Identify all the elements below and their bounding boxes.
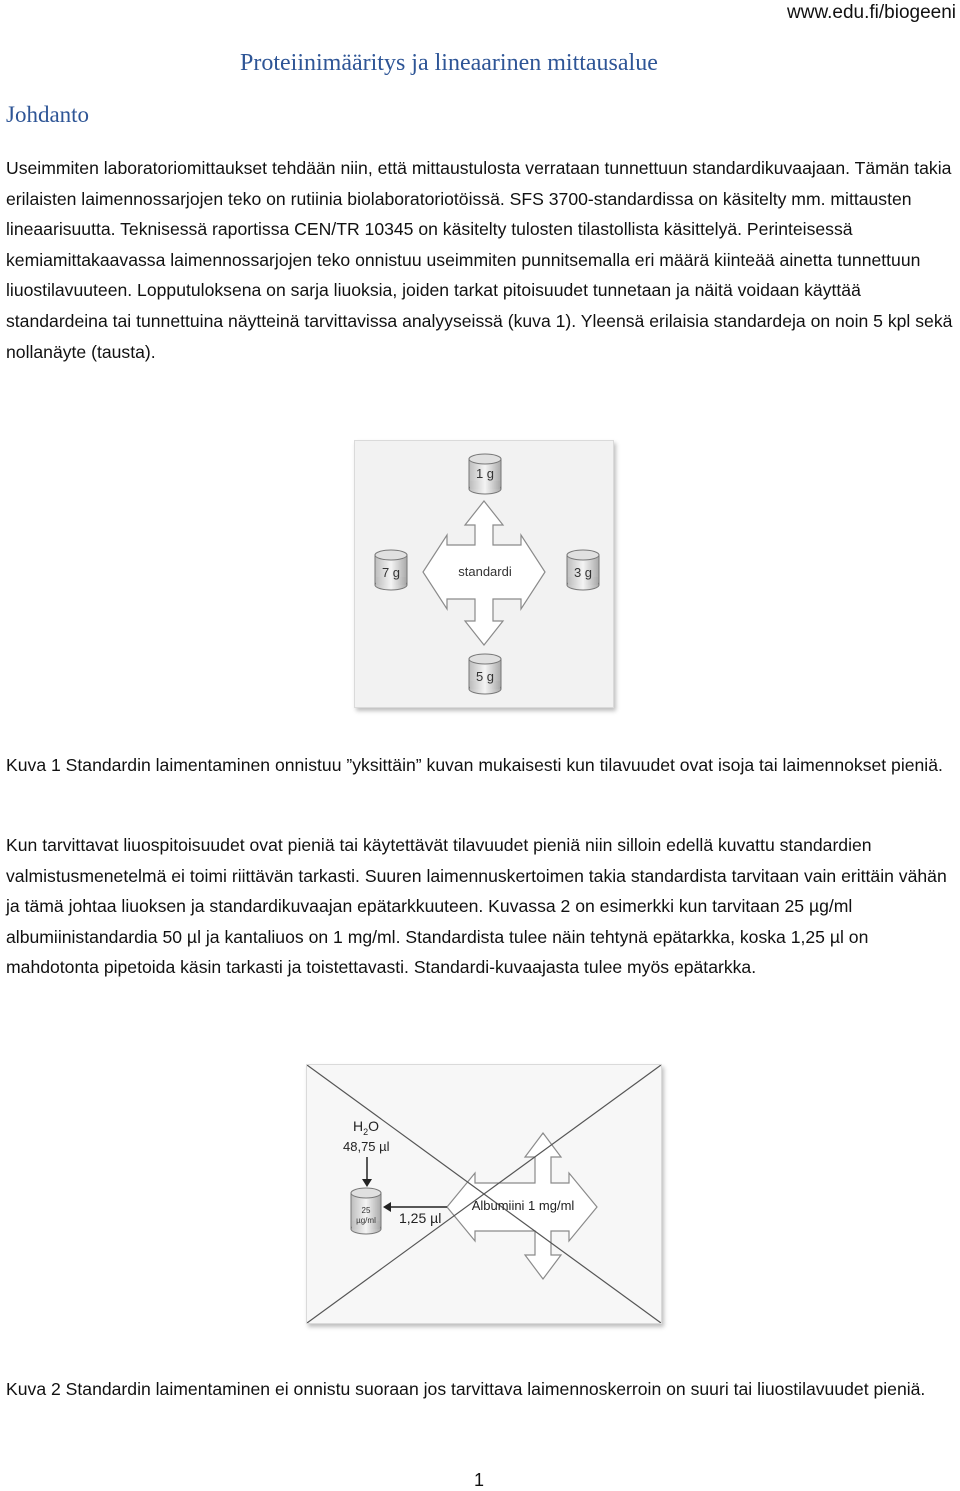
figure-2-diagram	[307, 1065, 661, 1323]
standard-center-label: standardi	[458, 564, 512, 579]
figure-2-dilution-failure	[306, 1064, 662, 1324]
figure-1-standard-dilution	[354, 440, 614, 708]
water-label: $H_2O$	[353, 1118, 380, 1137]
site-url[interactable]: www.edu.fi/biogeeni	[787, 2, 956, 23]
stock-volume-label: 1,25 µl	[399, 1210, 442, 1226]
left-amount-label: 7 g	[381, 565, 401, 580]
tube-value-label: 25	[361, 1206, 371, 1215]
page-number: 1	[474, 1470, 485, 1490]
figure-2-caption: Kuva 2 Standardin laimentaminen ei onnistu suoraan jos tarvittava laimennoskerroin on suuri tai liuostilavuudet pieniä.	[6, 1379, 926, 1399]
bottom-amount-label: 5 g	[475, 669, 495, 684]
section-heading: Johdanto	[6, 102, 90, 127]
water-volume-label: 48,75 µl	[343, 1139, 390, 1154]
right-amount-label: 3 g	[573, 565, 593, 580]
intro-paragraph: Useimmiten laboratoriomittaukset tehdään niin, että mittaustulosta verrataan tunnettuun standardikuvaajaan. Tämän takia erilaisten laimennossarjojen teko on rutiinia biolaboratoriotöissä. SFS 3700-standardissa on käsitelty mm. mittausten lineaarisuutta. Teknisessä raportissa CEN/TR 10345 on käsitelty tulosten tilastollista käsittelyä. Perinteisessä kemiamittakaavassa laimennossarjojen teko onnistuu useimmiten punnitsemalla eri määrä kiinteää ainetta tunnettuun liuostilavuuteen. Lopputuloksena on sarja liuoksia, joiden tarkat pitoisuudet tunnetaan ja näitä voidaan käyttää standardeina tai tunnettuina näytteinä tarvittavissa analyyseissä (kuva 1). Yleensä erilaisia standardeja on noin 5 kpl sekä nollanäyte (tausta).	[6, 158, 953, 362]
figure-1-caption: Kuva 1 Standardin laimentaminen onnistuu ”yksittäin” kuvan mukaisesti kun tilavuudet ovat isoja tai laimennokset pieniä.	[6, 755, 943, 775]
top-amount-label: 1 g	[475, 466, 495, 481]
stock-solution-label: Albumiini 1 mg/ml	[471, 1198, 575, 1213]
tube-unit-label: µg/ml	[356, 1216, 376, 1225]
second-paragraph: Kun tarvittavat liuospitoisuudet ovat pieniä tai käytettävät tilavuudet pieniä niin silloin edellä kuvattu standardien valmistusmenetelmä ei toimi riittävän tarkasti. Suuren laimennuskertoimen takia standardista tarvitaan vain erittäin vähän ja tämä johtaa liuoksen ja standardikuvaajan epätarkkuuteen. Kuvassa 2 on esimerkki kun tarvitaan 25 µg/ml albumiinistandardia 50 µl ja kantaliuos on 1 mg/ml. Standardista tulee näin tehtynä epätarkka, koska 1,25 µl on mahdotonta pipetoida käsin tarkasti ja toistettavasti. Standardi-kuvaajasta tulee myös epätarkka.	[6, 835, 947, 978]
document-title: Proteiinimääritys ja lineaarinen mittausalue	[240, 50, 658, 76]
figure-1-diagram	[355, 441, 613, 707]
